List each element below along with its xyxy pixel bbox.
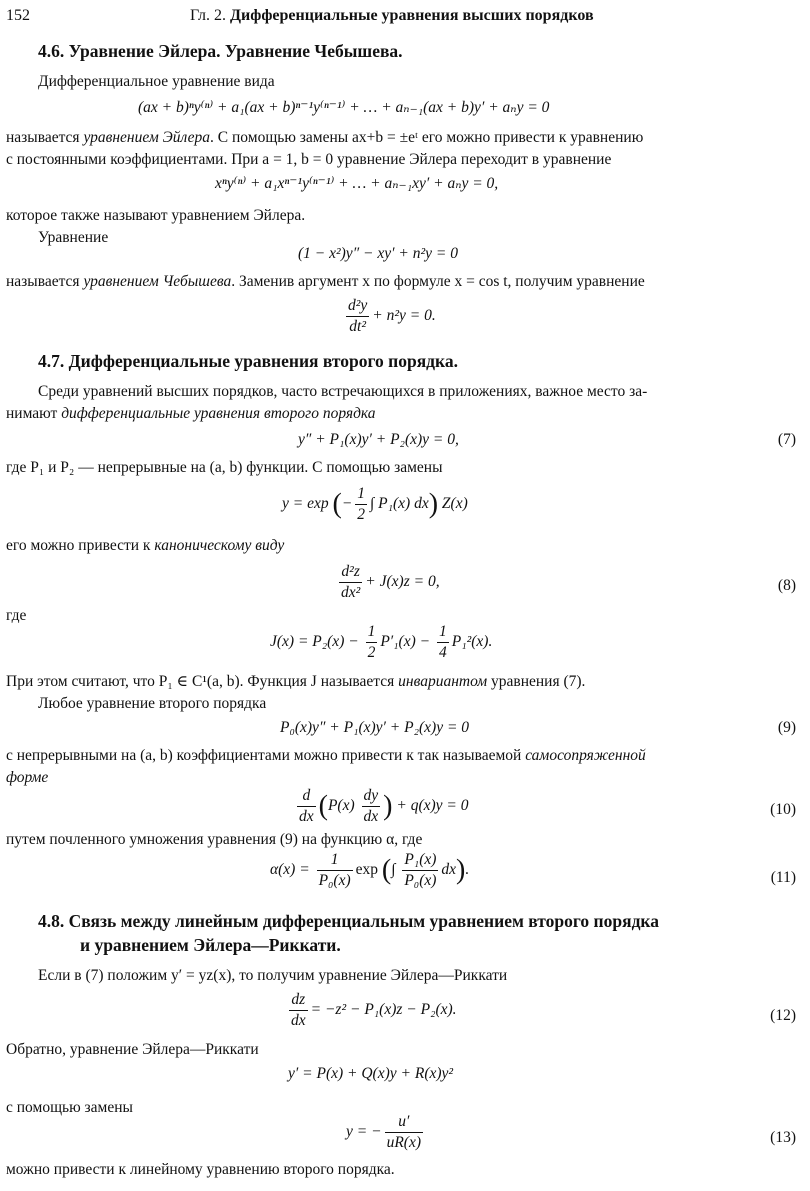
s46-paragraph-4: называется уравнением Чебышева. Заменив аргумент x по формуле x = cos t, получим уравнение: [6, 273, 645, 290]
equation-9: P₀(x)y″ + P₁(x)y′ + P₂(x)y = 0: [280, 719, 470, 736]
s47-paragraph-2: где P₁ и P₂ — непрерывные на (a, b) функции. С помощью замены: [6, 459, 443, 476]
running-head: [190, 6, 594, 27]
s47-paragraph-8: путем почленного умножения уравнения (9) на функцию α, где: [6, 831, 423, 848]
equation-12-number: (12): [770, 1007, 796, 1024]
equation-13: y = − $\frac{u'}{uR(x)}$: [346, 1113, 421, 1152]
s48-paragraph-1: Если в (7) положим y′ = yz(x), то получим уравнение Эйлера—Риккати: [38, 967, 508, 984]
substitution-z: y = exp (− $\frac{1}{2}$ ∫ P₁(x) dx) Z(x): [282, 485, 468, 524]
s47-paragraph-1: Среди уравнений высших порядков, часто встречающихся в приложениях, важное место за-: [38, 383, 648, 400]
equation-9-number: (9): [777, 719, 796, 736]
section-4-6-title: 4.6. Уравнение Эйлера. Уравнение Чебышева.: [38, 41, 403, 61]
chapter-title: Дифференциальные уравнения высших порядков: [230, 7, 594, 24]
s46-paragraph-2: которое также называют уравнением Эйлера.: [6, 207, 306, 224]
section-4-8-title-line-1: 4.8. Связь между линейным дифференциальным уравнением второго порядка: [38, 911, 659, 931]
s48-paragraph-3: с помощью замены: [6, 1099, 133, 1116]
s48-paragraph-4: можно привести к линейному уравнению второго порядка.: [6, 1161, 395, 1178]
term-second-order-ode: дифференциальные уравнения второго порядка: [61, 405, 376, 422]
s46-paragraph-1-cont: с постоянными коэффициентами. При a = 1, b = 0 уравнение Эйлера переходит в уравнение: [6, 151, 612, 168]
term-invariant: инвариантом: [398, 673, 488, 690]
s47-paragraph-6: Любое уравнение второго порядка: [38, 695, 267, 712]
equation-12: $\frac{dz}{dx}$ = −z² − P₁(x)z − P₂(x).: [291, 991, 457, 1030]
euler-equation-special: xⁿy⁽ⁿ⁾ + a₁xⁿ⁻¹y⁽ⁿ⁻¹⁾ + … + aₙ₋₁xy′ + aₙy = 0,: [215, 175, 499, 192]
s46-paragraph-1: называется уравнением Эйлера. С помощью замены ax+b = ±eᵗ его можно привести к уравнению: [6, 129, 644, 146]
s47-paragraph-4: где: [6, 607, 27, 624]
section-4-8-title-line-2: и уравнением Эйлера—Риккати.: [80, 935, 341, 955]
section-4-7-title: 4.7. Дифференциальные уравнения второго порядка.: [38, 351, 458, 371]
equation-13-number: (13): [770, 1129, 796, 1146]
invariant-J: J(x) = P₂(x) − $\frac{1}{2}$ P′₁(x) − $\frac{1}{4}$ P₁²(x).: [270, 623, 493, 662]
riccati-equation: y′ = P(x) + Q(x)y + R(x)y²: [288, 1065, 454, 1082]
term-canonical-form: каноническому виду: [154, 537, 285, 554]
equation-11: α(x) = $\frac{1}{\text{P₀(x)}}$ exp (∫ $\frac{\text{P₁(x)}}{\text{P₀(x)}}$ dx).: [270, 851, 470, 890]
equation-8-number: (8): [777, 577, 796, 594]
equation-10-number: (10): [770, 801, 796, 818]
s46-intro: Дифференциальное уравнение вида: [38, 73, 275, 90]
euler-equation-general: (ax + b)ⁿy⁽ⁿ⁾ + a₁(ax + b)ⁿ⁻¹y⁽ⁿ⁻¹⁾ + … + aₙ₋₁(ax + b)y′ + aₙy = 0: [138, 99, 550, 116]
term-euler-equation: уравнением Эйлера: [83, 129, 211, 146]
term-self-adjoint-form: форме: [6, 769, 49, 786]
s46-paragraph-3: Уравнение: [38, 229, 109, 246]
chebyshev-transformed: $\frac{\text{d²y}}{\text{dt²}}$ + n²y = 0.: [348, 297, 436, 336]
equation-7-number: (7): [777, 431, 796, 448]
chapter-prefix: Гл. 2.: [190, 7, 227, 24]
equation-8: $\frac{\text{d²z}}{\text{dx²}}$ + J(x)z = 0,: [341, 563, 440, 602]
s48-paragraph-2: Обратно, уравнение Эйлера—Риккати: [6, 1041, 259, 1058]
s47-paragraph-7: с непрерывными на (a, b) коэффициентами можно привести к так называемой самосопряженной: [6, 747, 646, 764]
s47-paragraph-5: При этом считают, что P₁ ∈ C¹(a, b). Функция J называется инвариантом уравнения (7).: [6, 673, 586, 690]
equation-11-number: (11): [770, 869, 796, 886]
equation-10: $\frac{d}{dx}$ (P(x) $\frac{dy}{dx}$ ) + q(x)y = 0: [299, 787, 469, 826]
term-chebyshev-equation: уравнением Чебышева: [83, 273, 232, 290]
term-self-adjoint: самосопряженной: [525, 747, 646, 764]
chebyshev-equation: (1 − x²)y″ − xy′ + n²y = 0: [298, 245, 458, 262]
page-number: 152: [6, 7, 30, 24]
equation-7: y″ + P₁(x)y′ + P₂(x)y = 0,: [298, 431, 459, 448]
s47-paragraph-3: его можно привести к каноническому виду: [6, 537, 285, 554]
s47-paragraph-1-cont: нимают дифференциальные уравнения второго порядка: [6, 405, 376, 422]
